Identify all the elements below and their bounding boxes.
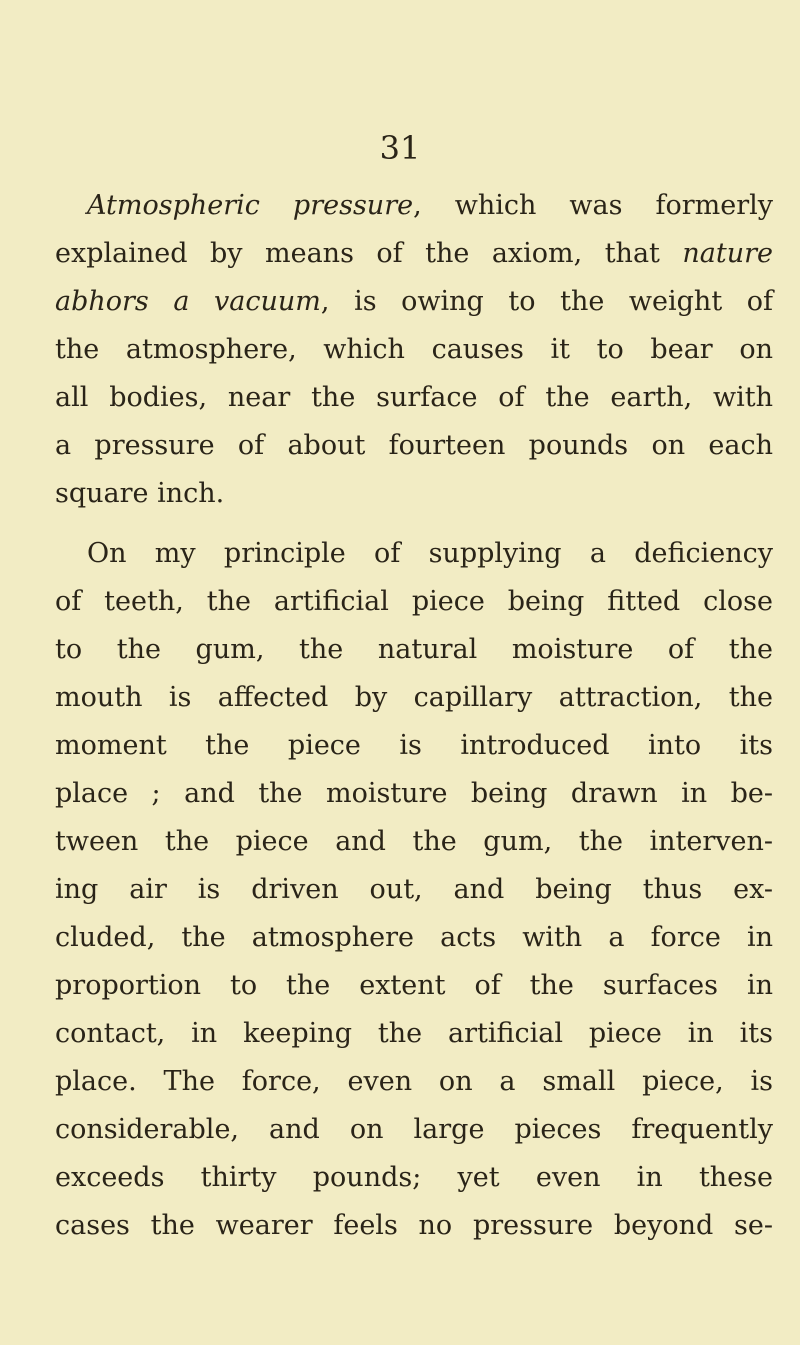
text-line: place ; and the moisture being drawn in be-: [55, 778, 773, 809]
text-line: all bodies, near the surface of the earth, with: [55, 382, 773, 413]
text-line: abhors a vacuum, is owing to the weight of: [55, 286, 774, 317]
text-line: a pressure of about fourteen pounds on each: [55, 430, 773, 461]
text-line: contact, in keeping the artificial piece in its: [55, 1018, 773, 1049]
text-line: proportion to the extent of the surfaces in: [55, 970, 773, 1001]
text-line: cases the wearer feels no pressure beyond se-: [55, 1210, 773, 1241]
text-line: ing air is driven out, and being thus ex-: [55, 874, 773, 905]
paragraph-atmospheric-pressure: [55, 182, 773, 518]
paragraph-principle: [55, 530, 773, 1250]
text-line: place. The force, even on a small piece, is: [55, 1066, 773, 1097]
text-line: exceeds thirty pounds; yet even in these: [55, 1162, 773, 1193]
text-line: tween the piece and the gum, the interven-: [55, 826, 773, 857]
italic-term: abhors a vacuum: [55, 286, 321, 317]
text-line: the atmosphere, which causes it to bear on: [55, 334, 773, 365]
text-line: On my principle of supplying a deficiency: [87, 538, 773, 569]
text-line: moment the piece is introduced into its: [55, 730, 773, 761]
text-line: square inch.: [55, 478, 225, 509]
text-line: explained by means of the axiom, that nature: [55, 238, 773, 269]
text-line: Atmospheric pressure, which was formerly: [87, 190, 774, 221]
text-line: mouth is affected by capillary attraction, the: [55, 682, 773, 713]
italic-term: Atmospheric pressure: [87, 190, 414, 221]
text-line: to the gum, the natural moisture of the: [55, 634, 773, 665]
italic-term: nature: [682, 238, 773, 269]
page-number: 31: [379, 129, 421, 167]
text-line: cluded, the atmosphere acts with a force in: [55, 922, 773, 953]
text-line: considerable, and on large pieces frequently: [55, 1114, 773, 1145]
text-line: of teeth, the artificial piece being fitted close: [55, 586, 773, 617]
